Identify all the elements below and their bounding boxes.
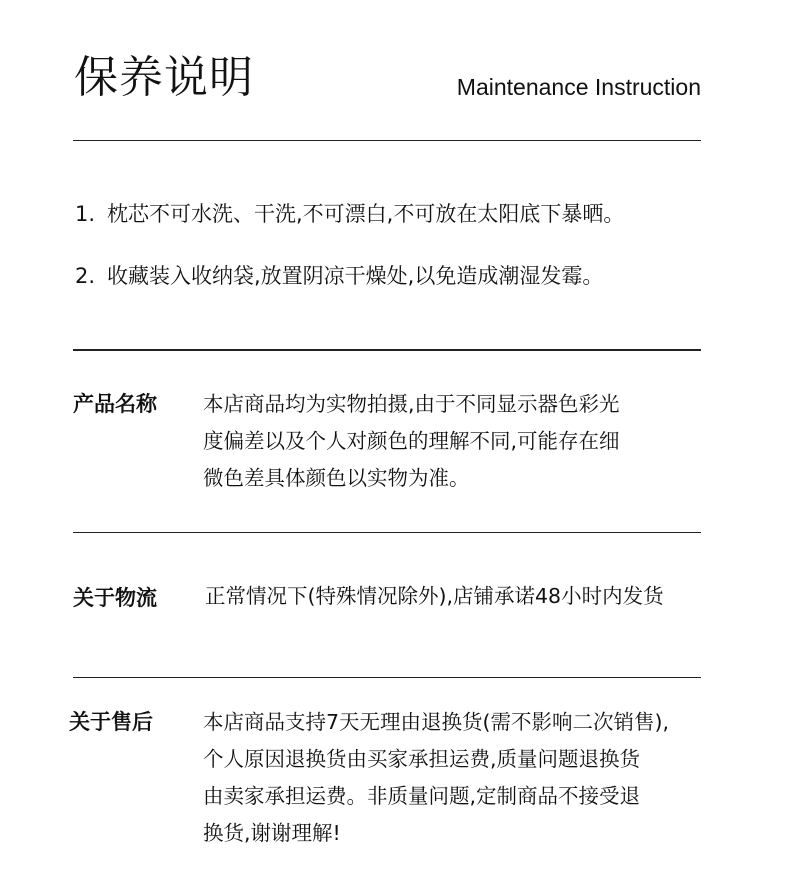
section-label: 关于售后	[69, 710, 153, 734]
divider-section-1	[73, 532, 701, 533]
section-line: 度偏差以及个人对颜色的理解不同,可能存在细	[203, 429, 620, 453]
care-instruction-item	[75, 260, 624, 292]
section-line: 由卖家承担运费。非质量问题,定制商品不接受退	[203, 784, 641, 808]
section-body	[203, 386, 723, 497]
section-line: 正常情况下(特殊情况除外),店铺承诺48小时内发货	[205, 584, 664, 608]
care-item-text: 枕芯不可水洗、干洗,不可漂白,不可放在太阳底下暴晒。	[107, 202, 625, 226]
section-line: 个人原因退换货由买家承担运费,质量问题退换货	[203, 747, 641, 771]
divider-top	[73, 140, 701, 141]
section-label: 关于物流	[73, 586, 157, 610]
care-instruction-item	[75, 198, 624, 230]
care-item-number: 1.	[75, 202, 96, 226]
page-subtitle-english: Maintenance Instruction	[456, 74, 701, 100]
section-body	[205, 578, 725, 615]
section-label: 产品名称	[73, 392, 157, 416]
section-body	[203, 704, 723, 852]
section-line: 本店商品均为实物拍摄,由于不同显示器色彩光	[203, 392, 620, 416]
care-instruction-list	[75, 198, 624, 322]
section-line: 微色差具体颜色以实物为准。	[203, 466, 470, 490]
divider-section-2	[73, 677, 701, 678]
care-item-number: 2.	[75, 264, 96, 288]
section-line: 本店商品支持7天无理由退换货(需不影响二次销售),	[203, 710, 670, 734]
divider-care-bottom	[73, 349, 701, 351]
section-line: 换货,谢谢理解!	[203, 821, 341, 845]
care-item-text: 收藏装入收纳袋,放置阴凉干燥处,以免造成潮湿发霉。	[107, 264, 604, 288]
page-title: 保养说明	[74, 52, 254, 103]
